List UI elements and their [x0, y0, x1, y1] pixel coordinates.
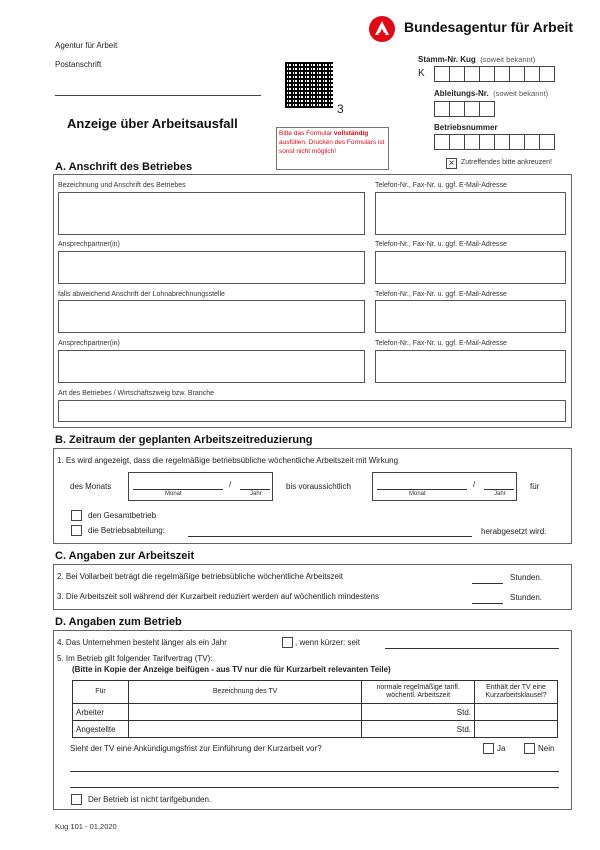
completion-notice: [276, 127, 389, 170]
ableitungs-nr-field[interactable]: [434, 101, 494, 117]
digit-cell[interactable]: [494, 134, 510, 150]
digit-cell[interactable]: [539, 134, 555, 150]
row-label: Arbeiter: [73, 704, 129, 721]
table-row: [73, 704, 558, 721]
section-a-title: A. Anschrift des Betriebes: [55, 161, 193, 173]
company-address-field[interactable]: [58, 192, 365, 235]
payroll-contact-phone-field[interactable]: [375, 350, 566, 383]
digit-cell[interactable]: [509, 66, 525, 82]
field-label: Telefon-Nr., Fax-Nr. u. ggf. E-Mail-Adresse: [375, 340, 507, 347]
table-row: [73, 721, 558, 738]
digit-cell[interactable]: [524, 134, 540, 150]
datamatrix-code: [285, 62, 333, 108]
row-label: Angestellte: [73, 721, 129, 738]
clause-cell[interactable]: [475, 721, 558, 738]
stunden-label: Stunden.: [510, 593, 543, 602]
hours-cell[interactable]: Std.: [362, 704, 475, 721]
betriebsnummer-field[interactable]: [434, 134, 554, 150]
digit-cell[interactable]: [434, 101, 450, 117]
full-hours-input[interactable]: [472, 583, 503, 584]
tarif-table: [72, 680, 558, 738]
bis-label: bis voraussichtlich: [286, 482, 351, 491]
hours-cell[interactable]: Std.: [362, 721, 475, 738]
notice-period-line-1[interactable]: [70, 771, 559, 772]
digit-cell[interactable]: [539, 66, 555, 82]
end-year-line[interactable]: [484, 489, 514, 490]
field-label: Telefon-Nr., Fax-Nr. u. ggf. E-Mail-Adresse: [375, 241, 507, 248]
notice-text: Bitte das Formular: [279, 130, 334, 137]
stamm-nr-prefix: K: [418, 68, 425, 79]
field-label: Bezeichnung und Anschrift des Betriebes: [58, 182, 186, 189]
tv-name-cell[interactable]: [128, 721, 361, 738]
slash: /: [229, 480, 232, 489]
start-month-line[interactable]: [133, 489, 223, 490]
item-2-text: 2. Bei Vollarbeit beträgt die regelmäßige betriebsübliche wöchentliche Arbeitszeit: [57, 572, 343, 581]
notice-bold: vollständig: [333, 130, 369, 137]
des-monats-label: des Monats: [70, 482, 112, 491]
item-1-text: 1. Es wird angezeigt, dass die regelmäßige betriebsübliche wöchentliche Arbeitszeit mit Wirkung: [57, 456, 399, 465]
col-header: Bezeichnung des TV: [128, 681, 361, 704]
digit-cell[interactable]: [449, 66, 465, 82]
ja-checkbox[interactable]: [483, 743, 494, 754]
start-period-field[interactable]: [128, 472, 273, 501]
stunden-label: Stunden.: [510, 573, 543, 582]
check-hint: Zutreffendes bitte ankreuzen!: [461, 159, 552, 166]
ba-logo-icon: [369, 16, 395, 42]
not-tarif-bound-label: Der Betrieb ist nicht tarifgebunden.: [88, 795, 212, 804]
digit-cell[interactable]: [494, 66, 510, 82]
col-header: normale regelmäßige tarifl. wöchentl. Arbeitszeit: [362, 681, 475, 704]
digit-cell[interactable]: [479, 66, 495, 82]
item-4-text: 4. Das Unternehmen besteht länger als ein Jahr: [57, 638, 227, 647]
col-header: Enthält der TV eine Kurzarbeitsklausel?: [475, 681, 558, 704]
notice-period-line-2[interactable]: [70, 787, 559, 788]
item-5-text: 5. Im Betrieb gilt folgender Tarifvertrag (TV):: [57, 654, 213, 663]
digit-cell[interactable]: [434, 66, 450, 82]
payroll-address-field[interactable]: [58, 300, 365, 333]
stamm-nr-label: Stamm-Nr. Kug: [418, 55, 476, 64]
slash: /: [473, 480, 476, 489]
field-label: falls abweichend Anschrift der Lohnabrechnungsstelle: [58, 291, 225, 298]
not-tarif-bound-checkbox[interactable]: [71, 794, 82, 805]
ableitungs-nr-label: Ableitungs-Nr.: [434, 89, 489, 98]
abteilung-checkbox[interactable]: [71, 525, 82, 536]
digit-cell[interactable]: [479, 134, 495, 150]
digit-cell[interactable]: [464, 66, 480, 82]
field-label: Art des Betriebes / Wirtschaftszweig bzw. Branche: [58, 390, 215, 397]
over-one-year-checkbox[interactable]: [282, 637, 293, 648]
col-header: Für: [73, 681, 129, 704]
year-caption: Jahr: [494, 491, 506, 497]
digit-cell[interactable]: [434, 134, 450, 150]
gesamtbetrieb-label: den Gesamtbetrieb: [88, 511, 157, 520]
address-line[interactable]: [55, 95, 261, 96]
postal-line: Postanschrift: [55, 60, 102, 69]
digit-cell[interactable]: [449, 134, 465, 150]
digit-cell[interactable]: [464, 134, 480, 150]
notice-text-2: ausfüllen. Drucken des Formulars ist sonst nicht möglich!: [279, 139, 385, 155]
item-4-suffix: , wenn kürzer: seit: [295, 638, 360, 647]
nein-checkbox[interactable]: [524, 743, 535, 754]
brand-name: Bundesagentur für Arbeit: [404, 19, 574, 35]
digit-cell[interactable]: [509, 134, 525, 150]
year-caption: Jahr: [250, 491, 262, 497]
month-caption: Monat: [409, 491, 426, 497]
field-label: Ansprechpartner(in): [58, 241, 120, 248]
ja-label: Ja: [497, 744, 506, 753]
stamm-nr-field[interactable]: [434, 66, 554, 82]
field-label: Telefon-Nr., Fax-Nr. u. ggf. E-Mail-Adresse: [375, 291, 507, 298]
section-d-title: D. Angaben zum Betrieb: [55, 616, 182, 628]
section-c-title: C. Angaben zur Arbeitszeit: [55, 550, 195, 562]
start-year-line[interactable]: [240, 489, 270, 490]
industry-field[interactable]: [58, 400, 566, 422]
contact-person-phone-field[interactable]: [375, 251, 566, 284]
checked-example-icon: ×: [446, 158, 457, 169]
section-b-title: B. Zeitraum der geplanten Arbeitszeitreduzierung: [55, 434, 313, 446]
company-contact-field[interactable]: [375, 192, 566, 235]
table-header-row: [73, 681, 558, 704]
agency-line: Agentur für Arbeit: [55, 41, 118, 50]
gesamtbetrieb-checkbox[interactable]: [71, 510, 82, 521]
digit-cell[interactable]: [464, 101, 480, 117]
end-period-field[interactable]: [372, 472, 517, 501]
since-date-input[interactable]: [385, 648, 559, 649]
field-label: Telefon-Nr., Fax-Nr. u. ggf. E-Mail-Adresse: [375, 182, 507, 189]
ableitungs-nr-hint: (soweit bekannt): [493, 89, 549, 98]
item-5-note: (Bitte in Kopie der Anzeige beifügen - aus TV nur die für Kurzarbeit relevanten Teile): [72, 665, 391, 674]
payroll-phone-field[interactable]: [375, 300, 566, 333]
digit-cell[interactable]: [524, 66, 540, 82]
tv-name-cell[interactable]: [128, 704, 361, 721]
payroll-contact-field[interactable]: [58, 350, 365, 383]
form-code: Kug 101 - 01.2020: [55, 822, 117, 831]
stamm-nr-label-row: [418, 55, 535, 64]
digit-cell[interactable]: [449, 101, 465, 117]
stamm-nr-hint: (soweit bekannt): [480, 55, 536, 64]
page-code: 3: [337, 102, 344, 116]
clause-cell[interactable]: [475, 704, 558, 721]
nein-label: Nein: [538, 744, 555, 753]
reduced-hours-input[interactable]: [472, 603, 503, 604]
form-title: Anzeige über Arbeitsausfall: [67, 116, 238, 131]
contact-person-field[interactable]: [58, 251, 365, 284]
abteilung-label: die Betriebsabteilung:: [88, 526, 165, 535]
notice-period-question: Sieht der TV eine Ankündigungsfrist zur Einführung der Kurzarbeit vor?: [70, 744, 322, 753]
digit-cell[interactable]: [479, 101, 495, 117]
end-month-line[interactable]: [377, 489, 467, 490]
month-caption: Monat: [165, 491, 182, 497]
betriebsnummer-label: Betriebsnummer: [434, 123, 498, 132]
fuer-label: für: [530, 482, 540, 491]
abteilung-input[interactable]: [188, 536, 472, 537]
field-label: Ansprechpartner(in): [58, 340, 120, 347]
ableitungs-nr-label-row: [434, 89, 548, 98]
herabgesetzt-label: herabgesetzt wird.: [481, 527, 547, 536]
item-3-text: 3. Die Arbeitszeit soll während der Kurzarbeit reduziert werden auf wöchentlich mindestens: [57, 592, 379, 601]
